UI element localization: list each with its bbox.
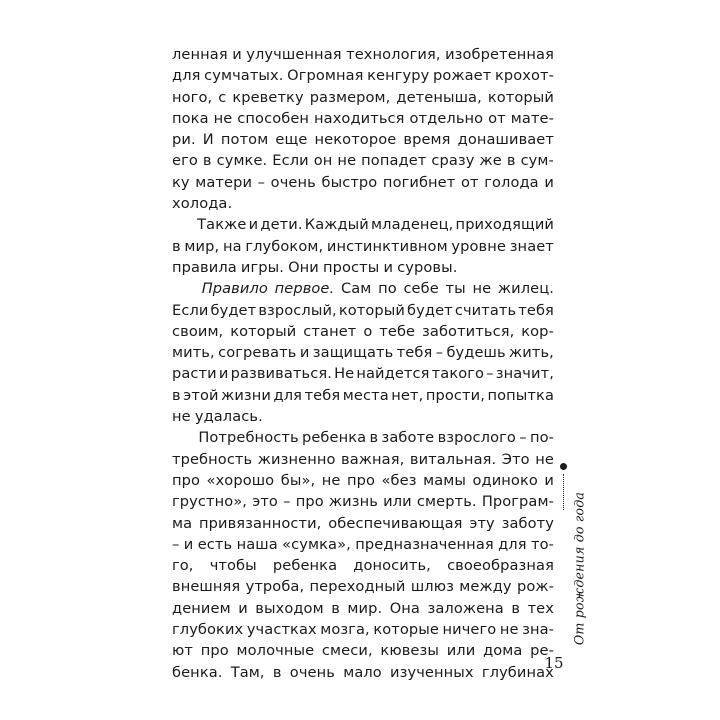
word: в [369, 429, 379, 447]
paragraph [172, 44, 554, 214]
word: станет [303, 322, 357, 340]
word: утроба, [245, 578, 305, 596]
word: одиноко [472, 471, 538, 489]
word: Это [501, 450, 530, 468]
word: – [519, 429, 527, 447]
word: в [331, 599, 340, 617]
word: жизни [221, 386, 272, 404]
word: от [488, 109, 506, 127]
word: доносить, [353, 557, 431, 575]
word: сум- [520, 152, 554, 170]
word: Также [197, 216, 247, 234]
word: для [498, 535, 527, 553]
word: найдется [356, 365, 430, 383]
word: предназначенная [355, 535, 494, 553]
word: Потребность [198, 429, 299, 447]
text-line [172, 640, 554, 661]
word: тебя [518, 301, 554, 319]
word: важная, [341, 450, 405, 468]
word: себе [403, 280, 439, 298]
word: – [486, 365, 494, 383]
word: в [172, 237, 181, 255]
word: Сам [340, 280, 372, 298]
word: попытка [487, 386, 554, 404]
word: мить, [172, 344, 215, 362]
word: ре- [530, 642, 554, 660]
running-head-label: От рождения до года [571, 491, 587, 646]
paragraph [172, 427, 554, 683]
word: в [202, 152, 212, 170]
word: ного, [172, 88, 213, 106]
word: голода [484, 173, 539, 191]
paragraph-indent [172, 427, 195, 448]
word: и [232, 46, 242, 63]
word: молочные [236, 642, 315, 660]
word: – [172, 535, 180, 553]
word: ют [172, 642, 193, 660]
word: привязанности, [198, 514, 322, 532]
word: про [200, 642, 229, 660]
word: ничего [442, 621, 497, 639]
word: еще [275, 131, 308, 149]
text-line [172, 321, 554, 342]
word: на [222, 237, 242, 255]
word: суровы. [397, 258, 458, 276]
text-line [172, 427, 554, 448]
text-line [172, 172, 554, 193]
word: про [172, 471, 201, 489]
word: заложена [427, 599, 504, 617]
word: заботе [381, 429, 435, 447]
word: некоторое [314, 131, 397, 149]
word: инстинктивном [326, 237, 448, 255]
word: правила [172, 258, 237, 276]
word: тебя [304, 386, 341, 404]
word: взрослого [437, 429, 516, 447]
word: рожает [432, 67, 492, 85]
word: и [238, 599, 248, 617]
word: Не [334, 365, 355, 383]
word: в [511, 599, 521, 617]
word: по [378, 280, 397, 298]
word: не [337, 152, 357, 170]
word: для [273, 386, 303, 404]
word: мало [343, 663, 382, 681]
text-line [172, 406, 554, 427]
text-line [172, 44, 554, 65]
word: ри. [172, 131, 196, 149]
text-line [172, 619, 554, 640]
paragraph-indent [172, 278, 195, 299]
word: знает [509, 237, 554, 255]
word: способен [237, 109, 310, 127]
word: ребенка [272, 557, 338, 575]
word: Там, [230, 663, 265, 681]
word: глубоком, [245, 237, 324, 255]
word: не [499, 621, 519, 639]
word: мате- [510, 109, 554, 127]
word: такого [431, 365, 485, 383]
word: или [446, 642, 476, 660]
word: который [487, 88, 554, 106]
word: и [248, 216, 259, 234]
word: или [383, 493, 412, 511]
bullet-icon [560, 463, 567, 470]
word: будет [210, 301, 257, 319]
word: младенец, [371, 216, 454, 234]
word: по- [529, 429, 554, 447]
word: уровне [451, 237, 506, 255]
running-head [551, 455, 587, 660]
word: очень [289, 663, 335, 681]
word: тех [527, 599, 554, 617]
word: дети. [260, 216, 303, 234]
word: это [252, 493, 278, 511]
word: ты [445, 280, 466, 298]
word: тебя [396, 344, 433, 362]
word: быстро [321, 173, 378, 191]
word: Каждый [304, 216, 369, 234]
word: прости, [425, 386, 485, 404]
word: тебе [379, 322, 416, 340]
word: глубоких [172, 621, 244, 639]
word: и [218, 365, 229, 383]
word: донашивает [457, 131, 554, 149]
word: есть [197, 535, 233, 553]
word: переходный [309, 578, 406, 596]
word: мозга, [320, 621, 370, 639]
word: го, [172, 557, 194, 575]
word: его [172, 152, 198, 170]
word: этой [183, 386, 219, 404]
body-text-column [172, 44, 554, 683]
word: выходом [255, 599, 324, 617]
word: о [363, 322, 373, 340]
word: Огромная [287, 67, 364, 85]
word: которые [373, 621, 439, 639]
word: наша [236, 535, 278, 553]
word: очень [270, 173, 316, 191]
word: жилец. [497, 280, 554, 298]
word: первое. [274, 280, 335, 298]
text-line [172, 65, 554, 86]
text-line [172, 193, 554, 214]
word: считать [454, 301, 517, 319]
word: не [213, 109, 233, 127]
word: шлюз [410, 578, 454, 596]
text-line [172, 576, 554, 597]
text-line [172, 470, 554, 491]
word: участках [246, 621, 317, 639]
word: ленная [172, 46, 228, 63]
word: приходящий [455, 216, 554, 234]
word: и [383, 258, 394, 276]
word: детеныша, [396, 88, 482, 106]
word: сумчатых. [204, 67, 284, 85]
word: в [272, 663, 282, 681]
word: мир, [184, 237, 220, 255]
word: Они [288, 258, 319, 276]
word: не [321, 471, 341, 489]
word: с [218, 88, 227, 106]
word: же [479, 152, 502, 170]
word: отдельно [409, 109, 484, 127]
word: – [435, 344, 444, 362]
word: про [346, 471, 375, 489]
word: сразу [431, 152, 475, 170]
word: жить, [509, 344, 554, 362]
word: бы», [280, 471, 316, 489]
word: заботиться, [422, 322, 515, 340]
word: крохот- [494, 67, 554, 85]
word: внешняя [172, 578, 241, 596]
paragraph [172, 214, 554, 278]
word: Если [172, 301, 209, 319]
word: который [230, 322, 297, 340]
word: находиться [314, 109, 405, 127]
dotted-leader-icon [563, 474, 564, 510]
word: он [313, 152, 333, 170]
word: который [338, 301, 405, 319]
word: «хорошо [206, 471, 275, 489]
text-line [172, 129, 554, 150]
word: в [506, 152, 516, 170]
word: своим, [172, 322, 224, 340]
word: нет, [391, 386, 424, 404]
word: кенгуру [367, 67, 430, 85]
word: витальная. [409, 450, 497, 468]
word: – [257, 173, 266, 191]
text-line [172, 385, 554, 406]
word: жизнь [328, 493, 378, 511]
word: и [544, 471, 554, 489]
text-line [172, 342, 554, 363]
word: своеобразная [447, 557, 554, 575]
word: будет [407, 301, 453, 319]
word: ма [172, 514, 193, 532]
text-line [172, 513, 554, 534]
word: кювезы [380, 642, 439, 660]
word: для [172, 67, 201, 85]
word: улучшенная [246, 46, 342, 63]
word: креветку [232, 88, 304, 106]
word: изобретенная [445, 46, 554, 63]
word: «сумка», [282, 535, 351, 553]
text-line [172, 257, 554, 278]
text-line [172, 598, 554, 619]
word: и [544, 173, 554, 191]
word: технология, [346, 46, 441, 63]
word: согревать [218, 344, 297, 362]
word: ку [172, 173, 190, 191]
word: эту [469, 514, 495, 532]
text-line [172, 87, 554, 108]
word: кор- [521, 322, 554, 340]
text-line [172, 449, 554, 470]
word: смеси, [321, 642, 373, 660]
text-line [172, 534, 554, 555]
text-line [172, 555, 554, 576]
word: заботу [501, 514, 554, 532]
word: и [183, 535, 194, 553]
word: про [295, 493, 324, 511]
word: грустно», [172, 493, 248, 511]
paragraph [172, 278, 554, 427]
word: жизненно [257, 450, 336, 468]
text-line [172, 662, 554, 683]
text-line [172, 278, 554, 299]
word: между [459, 578, 512, 596]
word: смерть. [416, 493, 477, 511]
word: Правило [201, 280, 268, 298]
word: бенка. [172, 663, 223, 681]
word: расти [172, 365, 217, 383]
word: не [172, 408, 191, 426]
word: будешь [446, 344, 506, 362]
text-line [172, 300, 554, 321]
word: «без [381, 471, 417, 489]
word: взрослый, [258, 301, 337, 319]
word: требность [172, 450, 253, 468]
word: время [403, 131, 451, 149]
text-line [172, 108, 554, 129]
word: глубинах [481, 663, 554, 681]
word: то- [530, 535, 554, 553]
paragraph-indent [172, 214, 195, 235]
text-line [172, 491, 554, 512]
word: попадет [361, 152, 427, 170]
word: значит, [495, 365, 554, 383]
word: размером, [309, 88, 391, 106]
word: обеспечивающая [328, 514, 463, 532]
word: пока [172, 109, 209, 127]
word: не [472, 280, 492, 298]
text-line [172, 363, 554, 384]
word: ребенка [301, 429, 367, 447]
word: – [283, 493, 291, 511]
word: и [299, 344, 310, 362]
word: места [342, 386, 389, 404]
text-line [172, 214, 554, 235]
word: чтобы [209, 557, 257, 575]
word: Програм- [481, 493, 554, 511]
word: изученных [390, 663, 474, 681]
text-line [172, 236, 554, 257]
word: развиваться. [230, 365, 332, 383]
word: сумке. [216, 152, 268, 170]
word: мамы [423, 471, 466, 489]
word: Если [272, 152, 309, 170]
word: не [535, 450, 554, 468]
word: мир. [347, 599, 383, 617]
word: в [172, 386, 181, 404]
word: просты [323, 258, 380, 276]
word: холода. [172, 195, 233, 213]
word: дением [172, 599, 231, 617]
word: защищать [312, 344, 394, 362]
word: Она [389, 599, 420, 617]
word: погибнет [382, 173, 456, 191]
word: от [460, 173, 479, 191]
page-number: 15 [544, 654, 564, 672]
word: дома [483, 642, 523, 660]
word: И [202, 131, 214, 149]
word: зна- [522, 621, 554, 639]
word: игры. [240, 258, 284, 276]
word: потом [220, 131, 269, 149]
text-line [172, 150, 554, 171]
word: удалась. [194, 408, 263, 426]
word: матери [195, 173, 253, 191]
word: рож- [516, 578, 554, 596]
